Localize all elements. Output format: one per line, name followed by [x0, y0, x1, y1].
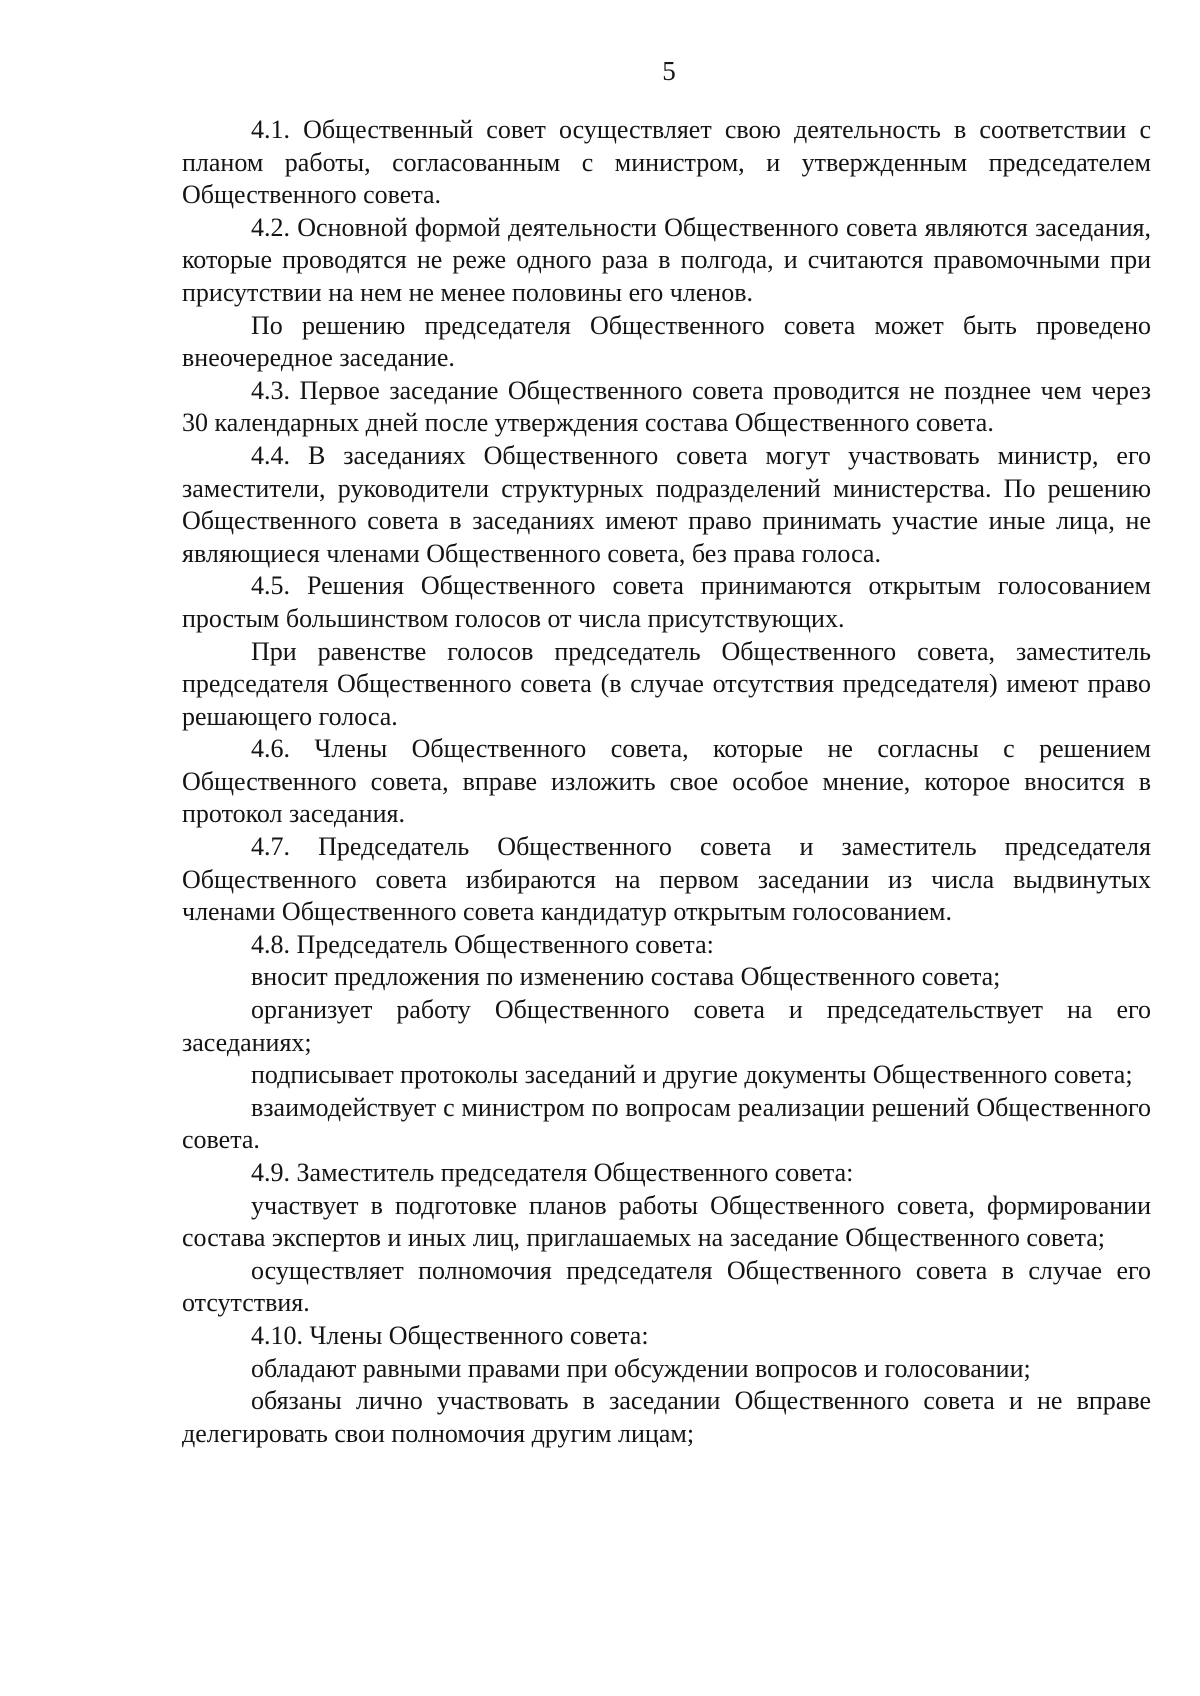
- list-item-member-right: обладают равными правами при обсуждении вопросов и голосовании;: [251, 1353, 1031, 1383]
- paragraph-4-8: 4.8. Председатель Общественного совета:: [251, 929, 714, 959]
- list-item-member-right: обязаны лично участвовать в заседании Общественного совета и не вправе делегировать свои полномочия другим лицам;: [182, 1386, 1151, 1448]
- document-body: [182, 114, 1151, 1450]
- paragraph-4-9: 4.9. Заместитель председателя Общественного совета:: [251, 1158, 854, 1187]
- paragraph-4-3: 4.3. Первое заседание Общественного совета проводится не позднее чем через 30 календарных дней после утверждения состава Общественного совета.: [182, 375, 1151, 438]
- list-item-chair-duty: вносит предложения по изменению состава Общественного совета;: [251, 962, 1001, 992]
- paragraph-4-10: 4.10. Члены Общественного совета:: [251, 1320, 649, 1350]
- paragraph-4-4: 4.4. В заседаниях Общественного совета могут участвовать министр, его заместители, руководители структурных подразделений министерства. По решению Общественного совета в заседаниях имеют право принимать участие иные лица, не являющиеся членами Общественного совета, без права голоса.: [182, 440, 1151, 568]
- paragraph-4-2: 4.2. Основной формой деятельности Общественного совета являются заседания, которые проводятся не реже одного раза в полгода, и считаются правомочными при присутствии на нем не менее половины его членов.: [182, 212, 1151, 307]
- paragraph-tie-vote: При равенстве голосов председатель Общественного совета, заместитель председателя Общественного совета (в случае отсутствия председателя) имеют право решающего голоса.: [182, 636, 1151, 731]
- paragraph-extraordinary-meeting: По решению председателя Общественного совета может быть проведено внеочередное заседание.: [182, 310, 1151, 373]
- list-item-chair-duty: взаимодействует с министром по вопросам реализации решений Общественного совета.: [182, 1092, 1151, 1155]
- list-item-deputy-duty: участвует в подготовке планов работы Общественного совета, формировании состава экспертов и иных лиц, приглашаемых на заседание Общественного совета;: [182, 1190, 1151, 1253]
- list-item-chair-duty: подписывает протоколы заседаний и другие документы Общественного совета;: [251, 1060, 1133, 1090]
- paragraph-4-5: 4.5. Решения Общественного совета принимаются открытым голосованием простым большинством голосов от числа присутствующих.: [182, 571, 1151, 633]
- page-number: 5: [662, 56, 676, 86]
- paragraph-4-7: 4.7. Председатель Общественного совета и заместитель председателя Общественного совета избираются на первом заседании из числа выдвинутых членами Общественного совета кандидатур открытым голосованием.: [182, 832, 1151, 927]
- paragraph-4-6: 4.6. Члены Общественного совета, которые не согласны с решением Общественного совета, вправе изложить свое особое мнение, которое вносится в протокол заседания.: [182, 734, 1151, 829]
- list-item-deputy-duty: осуществляет полномочия председателя Общественного совета в случае его отсутствия.: [182, 1255, 1151, 1318]
- list-item-chair-duty: организует работу Общественного совета и председательствует на его заседаниях;: [182, 995, 1151, 1057]
- paragraph-4-1: 4.1. Общественный совет осуществляет свою деятельность в соответствии с планом работы, согласованным с министром, и утвержденным председателем Общественного совета.: [182, 115, 1151, 210]
